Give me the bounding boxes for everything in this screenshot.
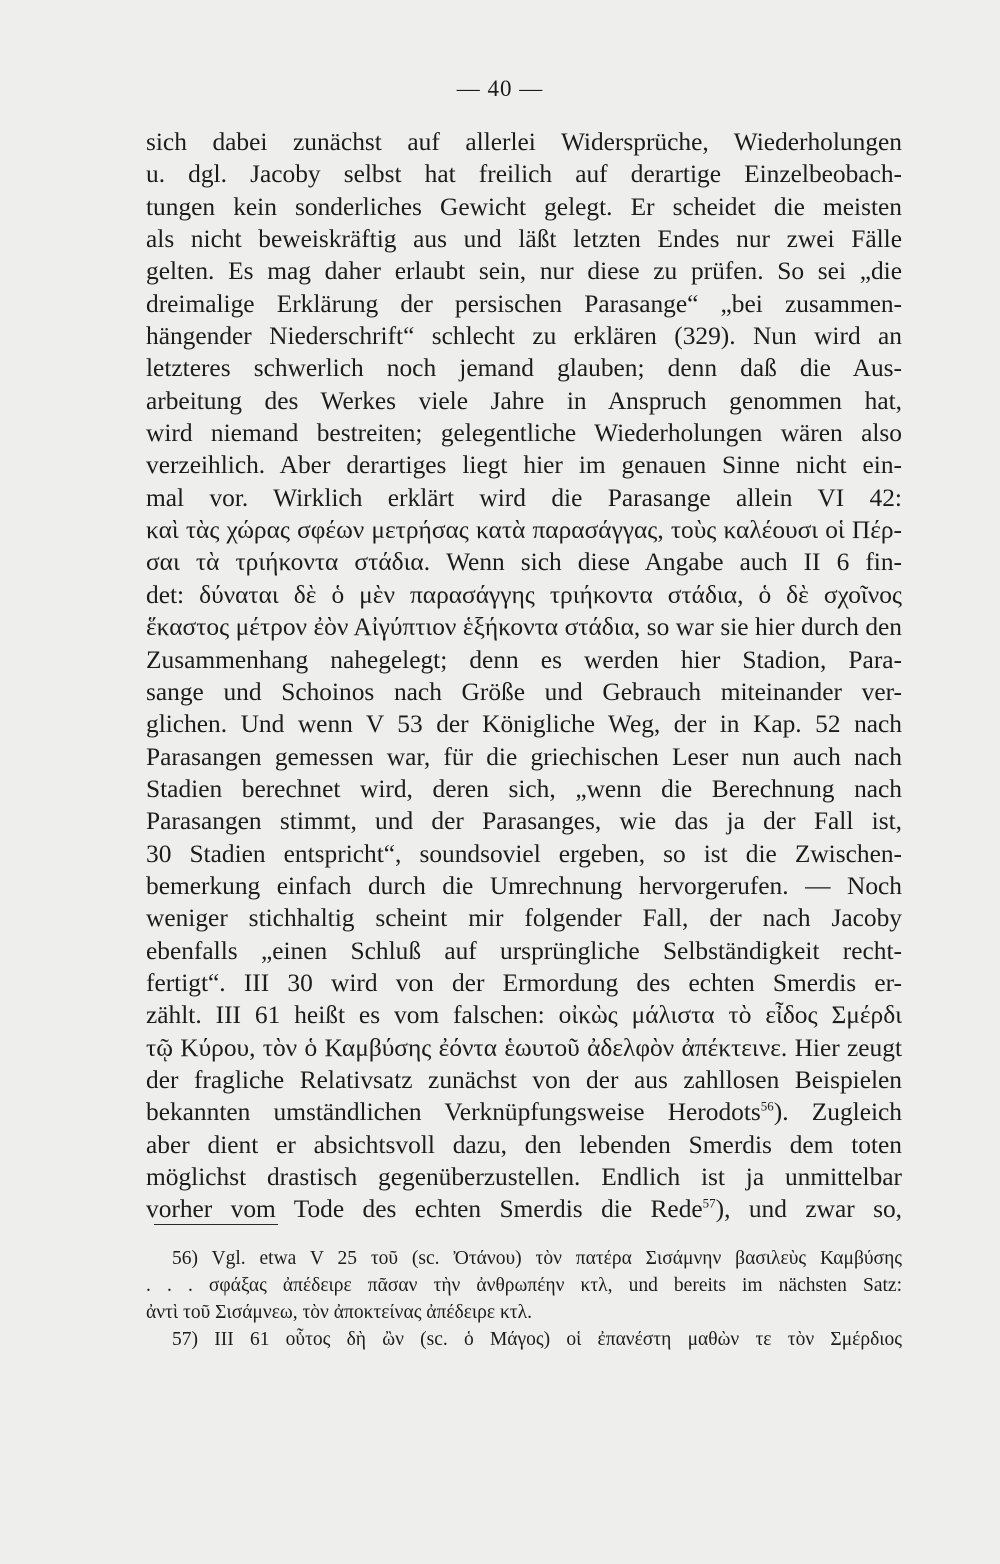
text-line: hängender Niederschrift“ schlecht zu erklären (329). Nun wird an (146, 322, 902, 351)
main-text-block (146, 126, 902, 1226)
text-line: letzteres schwerlich noch jemand glauben; denn daß die Aus- (146, 354, 902, 383)
text-line: verzeihlich. Aber derartiges liegt hier im genauen Sinne nicht ein- (146, 451, 902, 480)
text-line: fertigt“. III 30 wird von der Ermordung des echten Smerdis er- (146, 968, 902, 997)
text-line: τῷ Κύρου, τὸν ὁ Καμβύσης ἐόντα ἑωυτοῦ ἀδελφὸν ἀπέκτεινε. Hier zeugt (146, 1033, 902, 1062)
text-line: ἕκαστος μέτρον ἐὸν Αἰγύπτιον ἑξήκοντα στάδια, so war sie hier durch den (146, 613, 902, 642)
text-line: glichen. Und wenn V 53 der Königliche Weg, der in Kap. 52 nach (146, 710, 902, 739)
text-line: weniger stichhaltig scheint mir folgender Fall, der nach Jacoby (146, 904, 902, 933)
text-segment: vorher vom Tode des echten Smerdis die Rede (146, 1195, 703, 1224)
text-line: u. dgl. Jacoby selbst hat freilich auf derartige Einzelbeobach- (146, 160, 902, 189)
footnote-line: . . . σφάξας ἀπέδειρε πᾶσαν τὴν ἀνθρωπέην κτλ, und bereits im nächsten Satz: (146, 1275, 902, 1296)
text-line: sich dabei zunächst auf allerlei Widersprüche, Wiederholungen (146, 128, 902, 156)
text-line: der fragliche Relativsatz zunächst von der aus zahllosen Beispielen (146, 1065, 902, 1094)
text-line: ebenfalls „einen Schluß auf ursprüngliche Selbständigkeit recht- (146, 936, 902, 965)
text-line: bemerkung einfach durch die Umrechnung hervorgerufen. — Noch (146, 871, 902, 900)
text-line: dreimalige Erklärung der persischen Parasange“ „bei zusammen- (146, 289, 902, 318)
footnote-line: 56) Vgl. etwa V 25 τοῦ (sc. Ὀτάνου) τὸν πατέρα Σισάμνην βασιλεὺς Καμβύσης (172, 1248, 902, 1269)
text-line: sange und Schoinos nach Größe und Gebrauch miteinander ver- (146, 677, 902, 706)
text-line: möglichst drastisch gegenüberzustellen. Endlich ist ja unmittelbar (146, 1163, 902, 1191)
text-segment: ), und zwar so, (715, 1195, 902, 1224)
footnote-reference: 56 (760, 1098, 774, 1114)
text-line: tungen kein sonderliches Gewicht gelegt. Er scheidet die meisten (146, 192, 902, 221)
text-line: Parasangen stimmt, und der Parasanges, wie das ja der Fall ist, (146, 807, 902, 836)
text-segment: bekannten umständlichen Verknüpfungsweise Herodots (146, 1098, 761, 1127)
page-number: — 40 — (456, 76, 544, 101)
text-line: aber dient er absichtsvoll dazu, den lebenden Smerdis dem toten (146, 1130, 902, 1159)
text-segment: ). Zugleich (773, 1098, 902, 1127)
text-line: mal vor. Wirklich erklärt wird die Parasange allein VI 42: (146, 483, 902, 512)
text-line: 30 Stadien entspricht“, soundsoviel ergeben, so ist die Zwischen- (146, 839, 902, 868)
text-line: Parasangen gemessen war, für die griechischen Leser nun auch nach (146, 742, 902, 771)
footnotes-block (146, 1245, 902, 1353)
text-line: σαι τὰ τριήκοντα στάδια. Wenn sich diese Angabe auch II 6 fin- (146, 548, 902, 577)
text-line: arbeitung des Werkes viele Jahre in Anspruch genommen hat, (146, 386, 902, 415)
text-line: gelten. Es mag daher erlaubt sein, nur diese zu prüfen. So sei „die (146, 257, 902, 286)
text-line: det: δύναται δὲ ὁ μὲν παρασάγγης τριήκοντα στάδια, ὁ δὲ σχοῖνος (146, 580, 902, 609)
text-line: zählt. III 61 heißt es vom falschen: οἰκὼς μάλιστα τὸ εἶδος Σμέρδι (146, 1001, 902, 1030)
footnote-line: ἀντὶ τοῦ Σισάμνεω, τὸν ἀποκτείνας ἀπέδειρε κτλ. (146, 1302, 532, 1323)
text-line: wird niemand bestreiten; gelegentliche Wiederholungen wären also (146, 419, 902, 448)
text-line: als nicht beweiskräftig aus und läßt letzten Endes nur zwei Fälle (146, 225, 902, 254)
text-line: Zusammenhang nahegelegt; denn es werden hier Stadion, Para- (146, 645, 902, 674)
text-line-with-footnote-ref (146, 1193, 902, 1225)
footnote-line: 57) III 61 οὗτος δὴ ὢν (sc. ὁ Μάγος) οἱ ἐπανέστη μαθὼν τε τὸν Σμέρδιος (172, 1329, 902, 1350)
footnote-separator (154, 1224, 278, 1225)
text-line: Stadien berechnet wird, deren sich, „wenn die Berechnung nach (146, 774, 902, 803)
text-line-with-footnote-ref (146, 1096, 902, 1128)
text-line-greek: καὶ τὰς χώρας σφέων μετρήσας κατὰ παρασάγγας, τοὺς καλέουσι οἱ Πέρ- (146, 516, 902, 545)
footnote-reference: 57 (702, 1195, 716, 1211)
